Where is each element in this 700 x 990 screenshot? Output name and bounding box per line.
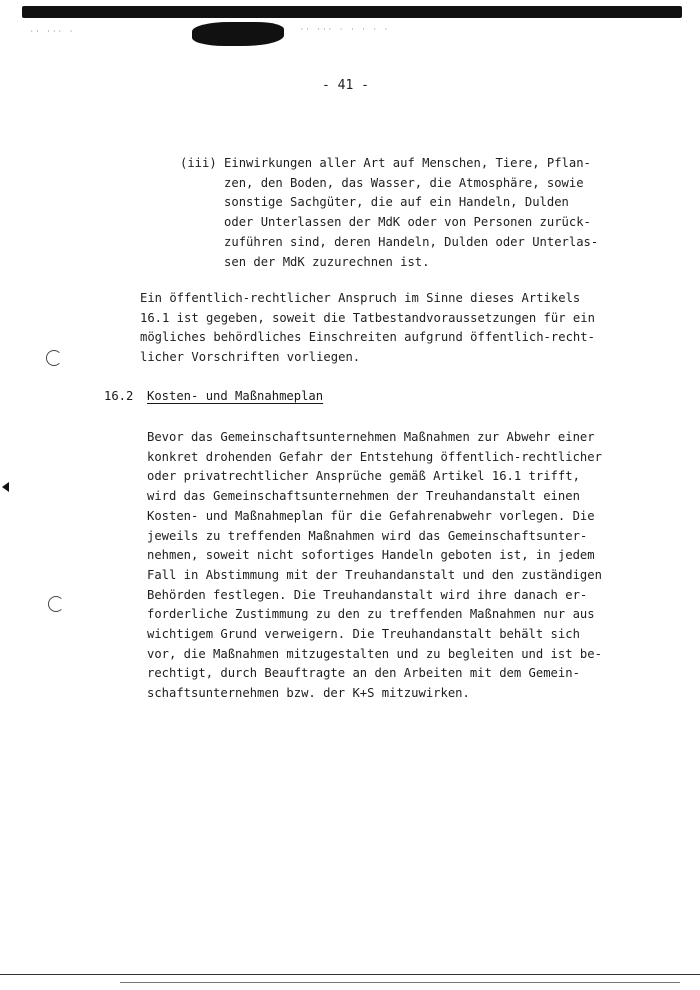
section-number: 16.2: [104, 389, 134, 403]
clause-line: oder Unterlassen der MdK oder von Personen zurück-: [180, 215, 591, 230]
body-line: Bevor das Gemeinschaftsunternehmen Maßnahmen zur Abwehr einer: [147, 430, 595, 444]
top-redaction-bar: [22, 6, 682, 18]
punch-hole-mark: [46, 350, 62, 366]
intro-line: 16.1 ist gegeben, soweit die Tatbestandvoraussetzungen für ein: [140, 310, 595, 325]
margin-arrow-icon: [2, 482, 9, 492]
scan-specks: ·· ··· ·: [30, 28, 75, 35]
body-line: schaftsunternehmen bzw. der K+S mitzuwirken.: [147, 686, 470, 701]
body-line: wird das Gemeinschaftsunternehmen der Treuhandanstalt einen: [147, 489, 580, 504]
body-line: jeweils zu treffenden Maßnahmen wird das Gemeinschaftsunter-: [147, 528, 588, 543]
body-line: Fall in Abstimmung mit der Treuhandanstalt und den zuständigen: [147, 567, 602, 582]
body-line: oder privatrechtlicher Ansprüche gemäß Artikel 16.1 trifft,: [147, 469, 580, 484]
clause-line: sonstige Sachgüter, die auf ein Handeln, Dulden: [180, 195, 569, 210]
clause-line: (iii) Einwirkungen aller Art auf Menschen, Tiere, Pflan-: [180, 156, 591, 170]
body-line: Kosten- und Maßnahmeplan für die Gefahrenabwehr vorlegen. Die: [147, 508, 595, 523]
clause-line: zuführen sind, deren Handeln, Dulden oder Unterlas-: [180, 234, 599, 249]
intro-line: licher Vorschriften vorliegen.: [140, 350, 361, 365]
punch-hole-mark: [48, 596, 64, 612]
bottom-scan-edge: [0, 974, 700, 975]
redaction-mark: [192, 22, 284, 46]
clause-iii: [180, 154, 598, 272]
body-line: forderliche Zustimmung zu den zu treffenden Maßnahmen nur aus: [147, 607, 595, 622]
intro-paragraph: [140, 289, 595, 368]
body-line: Behörden festlegen. Die Treuhandanstalt wird ihre danach er-: [147, 587, 588, 602]
body-line: konkret drohenden Gefahr der Entstehung öffentlich-rechtlicher: [147, 449, 602, 464]
body-line: wichtigem Grund verweigern. Die Treuhandanstalt behält sich: [147, 627, 580, 642]
clause-line: sen der MdK zuzurechnen ist.: [180, 254, 430, 269]
page-number: - 41 -: [322, 78, 369, 93]
bottom-scan-edge: [120, 982, 680, 983]
body-line: rechtigt, durch Beauftragte an den Arbeiten mit dem Gemein-: [147, 666, 580, 681]
intro-line: Ein öffentlich-rechtlicher Anspruch im Sinne dieses Artikels: [140, 291, 581, 305]
section-body: [147, 428, 602, 704]
body-line: nehmen, soweit nicht sofortiges Handeln geboten ist, in jedem: [147, 548, 595, 563]
intro-line: mögliches behördliches Einschreiten aufgrund öffentlich-recht-: [140, 330, 595, 345]
body-line: vor, die Maßnahmen mitzugestalten und zu begleiten und ist be-: [147, 646, 602, 661]
scan-specks: ·· ··· · · · · ·: [300, 26, 390, 33]
clause-line: zen, den Boden, das Wasser, die Atmosphäre, sowie: [180, 175, 584, 190]
section-title: Kosten- und Maßnahmeplan: [147, 389, 324, 403]
